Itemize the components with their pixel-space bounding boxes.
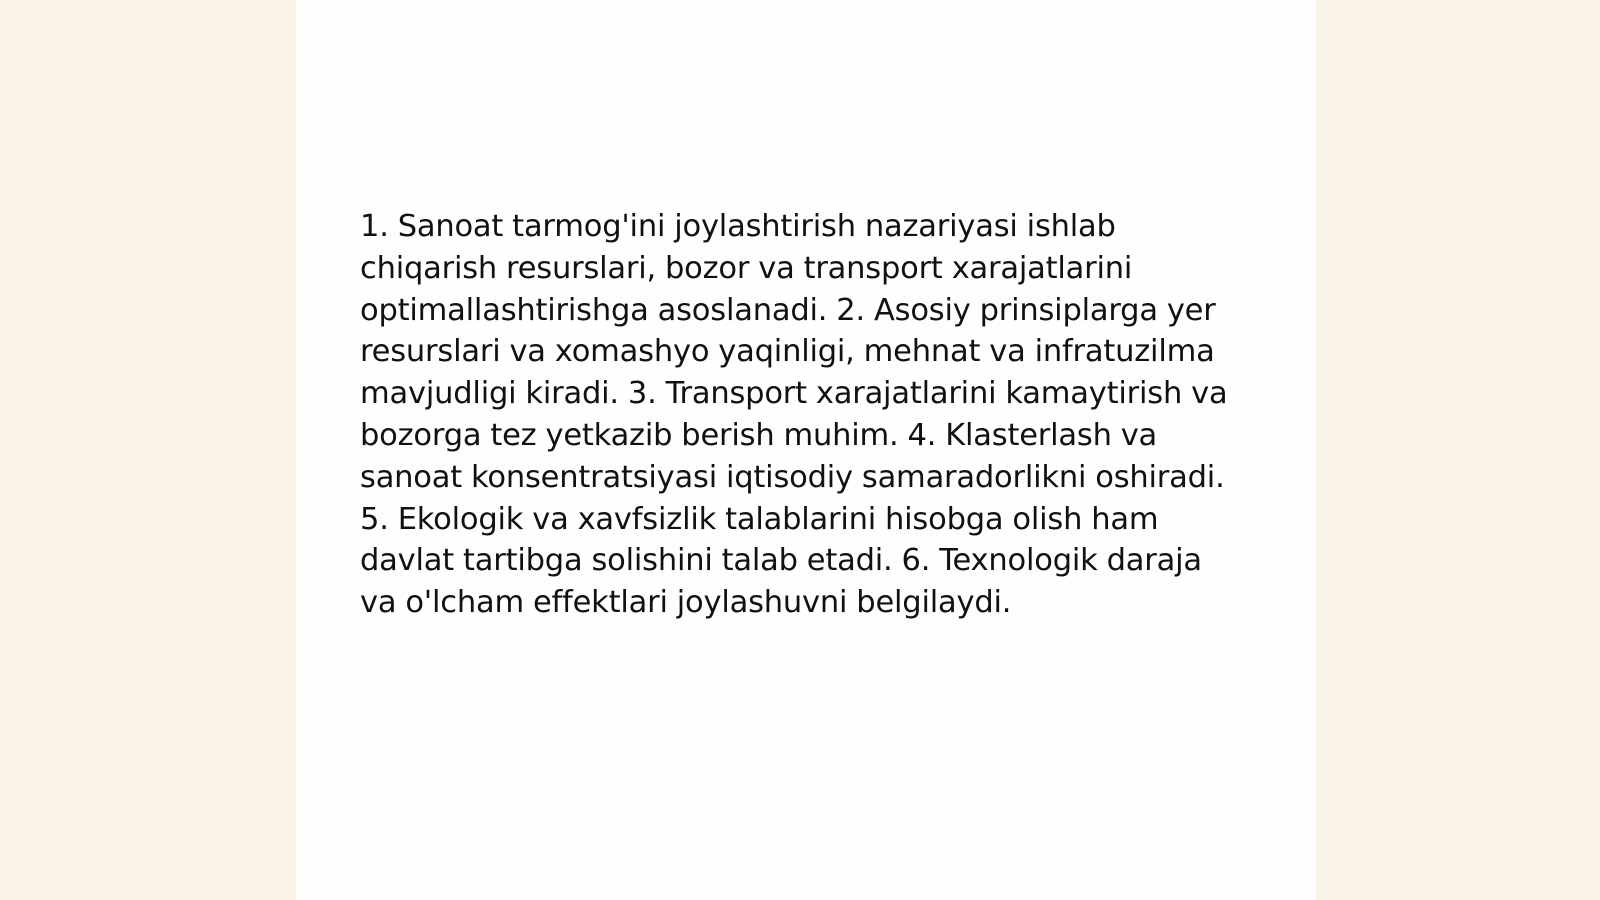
slide-body-text: 1. Sanoat tarmog'ini joylashtirish nazariyasi ishlab chiqarish resurslari, bozor va transport xarajatlarini optimallashtirishga asoslanadi. 2. Asosiy prinsiplarga yer resurslari va xomashyo yaqinligi, mehnat va infratuzilma mavjudligi kiradi. 3. Transport xarajatlarini kamaytirish va bozorga tez yetkazib berish muhim. 4. Klasterlash va sanoat konsentratsiyasi iqtisodiy samaradorlikni oshiradi. 5. Ekologik va xavfsizlik talablarini hisobga olish ham davlat tartibga solishini talab etadi. 6. Texnologik daraja va o'lcham effektlari joylashuvni belgilaydi. (360, 209, 1228, 621)
right-margin (1316, 0, 1600, 900)
slide-canvas (296, 0, 1316, 900)
left-margin (0, 0, 296, 900)
